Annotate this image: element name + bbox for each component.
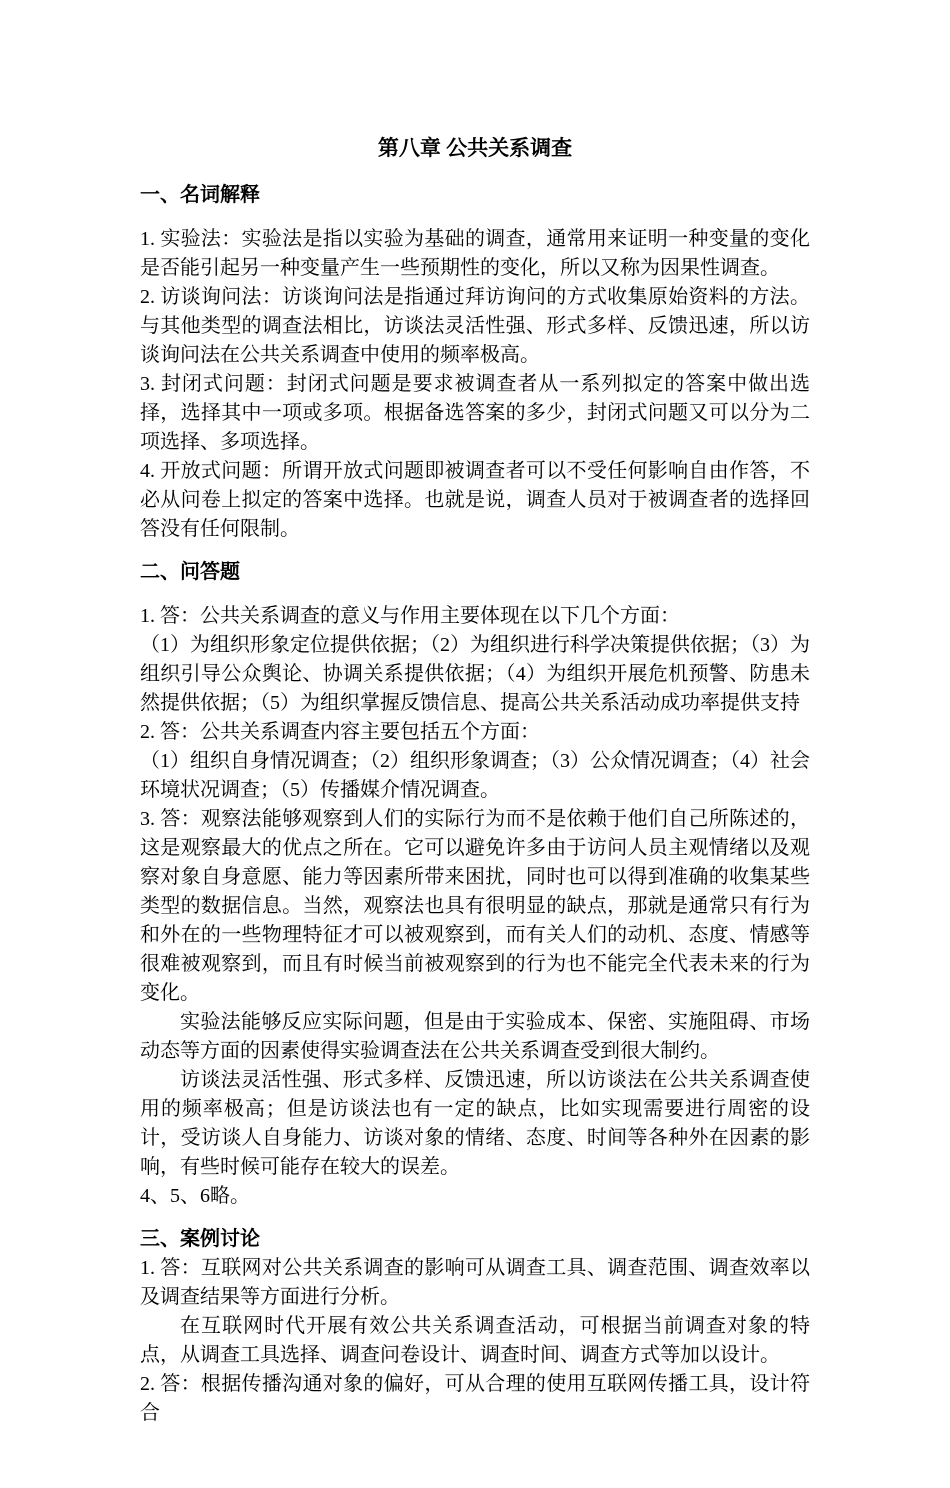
section-terms-heading: 一、名词解释 xyxy=(140,184,260,206)
qa-answer-3-observation-method: 3. 答：观察法能够观察到人们的实际行为而不是依赖于他们自己所陈述的，这是观察最大的优点之所在。它可以避免许多由于访问人员主观情绪以及观察对象自身意愿、能力等因素所带来困扰，同时也可以得到准确的收集某些类型的数据信息。当然，观察法也具有很明显的缺点，那就是通常只有行为和外在的一些物理特征才可以被观察到，而有关人们的动机、态度、情感等很难被观察到，而且有时候当前被观察到的行为也不能完全代表未来的行为变化。 xyxy=(140,808,810,1004)
section-terms xyxy=(140,181,810,544)
qa-answer-1-points: （1）为组织形象定位提供依据；（2）为组织进行科学决策提供依据；（3）为组织引导公众舆论、协调关系提供依据；（4）为组织开展危机预警、防患未然提供依据；（5）为组织掌握反馈信息、提高公共关系活动成功率提供支持 xyxy=(140,634,810,714)
qa-answer-2-intro: 2. 答：公共关系调查内容主要包括五个方面： xyxy=(140,721,540,743)
qa-answer-2-points: （1）组织自身情况调查；（2）组织形象调查；（3）公众情况调查；（4）社会环境状况调查；（5）传播媒介情况调查。 xyxy=(140,750,810,801)
term-definition-closed-question: 3. 封闭式问题：封闭式问题是要求被调查者从一系列拟定的答案中做出选择，选择其中一项或多项。根据备选答案的多少，封闭式问题又可以分为二项选择、多项选择。 xyxy=(140,373,810,453)
section-qa xyxy=(140,558,810,1211)
section-case-discussion xyxy=(140,1225,810,1428)
term-definition-interview-method: 2. 访谈询问法：访谈询问法是指通过拜访询问的方式收集原始资料的方法。与其他类型的调查法相比，访谈法灵活性强、形式多样、反馈迅速，所以访谈询问法在公共关系调查中使用的频率极高。 xyxy=(140,286,810,366)
qa-answer-1-intro: 1. 答：公共关系调查的意义与作用主要体现在以下几个方面： xyxy=(140,605,680,627)
qa-answer-3-interview-method: 访谈法灵活性强、形式多样、反馈迅速，所以访谈法在公共关系调查使用的频率极高；但是访谈法也有一定的缺点，比如实现需要进行周密的设计，受访谈人自身能力、访谈对象的情绪、态度、时间等各种外在因素的影响，有些时候可能存在较大的误差。 xyxy=(140,1069,810,1178)
term-definition-open-question: 4. 开放式问题：所谓开放式问题即被调查者可以不受任何影响自由作答，不必从问卷上拟定的答案中选择。也就是说，调查人员对于被调查者的选择回答没有任何限制。 xyxy=(140,460,810,540)
document-title: 第八章 公共关系调查 xyxy=(377,136,573,160)
section-qa-heading: 二、问答题 xyxy=(140,561,240,583)
term-definition-experiment-method: 1. 实验法：实验法是指以实验为基础的调查，通常用来证明一种变量的变化是否能引起另一种变量产生一些预期性的变化，所以又称为因果性调查。 xyxy=(140,228,810,279)
qa-answer-3-experiment-method: 实验法能够反应实际问题，但是由于实验成本、保密、实施阻碍、市场动态等方面的因素使得实验调查法在公共关系调查受到很大制约。 xyxy=(140,1011,810,1062)
case-answer-1-detail: 在互联网时代开展有效公共关系调查活动，可根据当前调查对象的特点，从调查工具选择、调查问卷设计、调查时间、调查方式等加以设计。 xyxy=(140,1315,810,1366)
qa-answer-4-5-6-omitted: 4、5、6略。 xyxy=(140,1185,250,1207)
section-case-discussion-heading: 三、案例讨论 xyxy=(140,1228,260,1250)
case-answer-1: 1. 答：互联网对公共关系调查的影响可从调查工具、调查范围、调查效率以及调查结果等方面进行分析。 xyxy=(140,1257,810,1308)
case-answer-2: 2. 答：根据传播沟通对象的偏好，可从合理的使用互联网传播工具，设计符合 xyxy=(140,1373,810,1424)
